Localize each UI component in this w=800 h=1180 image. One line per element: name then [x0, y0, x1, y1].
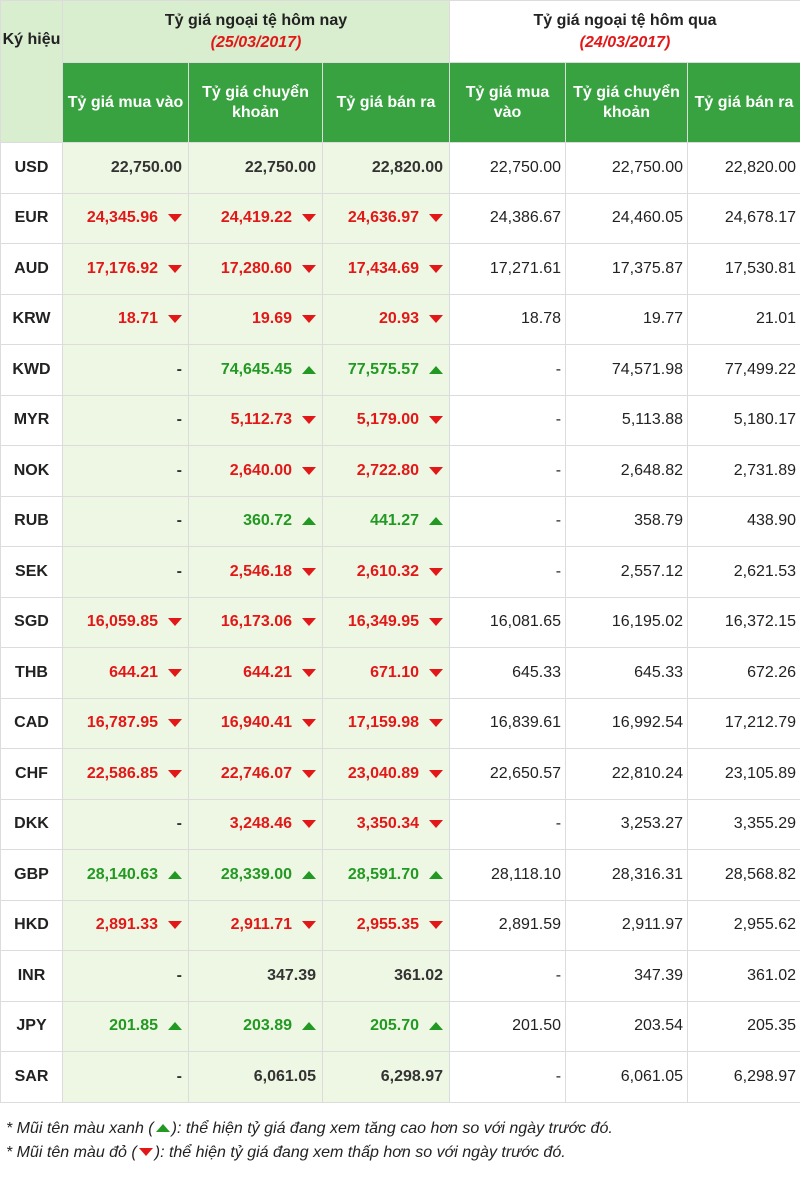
yesterday-sell-cell: 361.02	[688, 951, 800, 1002]
legend-notes	[0, 1103, 800, 1165]
currency-code: RUB	[1, 496, 63, 547]
yesterday-buy-cell: 201.50	[450, 1001, 566, 1052]
up-arrow-icon	[302, 517, 316, 525]
down-arrow-icon	[429, 719, 443, 727]
yesterday-sell-cell: 2,731.89	[688, 446, 800, 497]
up-arrow-icon	[429, 871, 443, 879]
today-sell-cell	[323, 799, 450, 850]
yesterday-transfer-cell: 3,253.27	[566, 799, 688, 850]
today-transfer-value: 17,280.60	[220, 259, 292, 277]
today-buy-value: -	[176, 1067, 182, 1085]
today-buy-value: 22,750.00	[110, 158, 182, 176]
up-arrow-icon	[302, 366, 316, 374]
legend-note-green	[6, 1117, 800, 1141]
today-transfer-cell	[189, 1052, 323, 1103]
today-sell-cell	[323, 951, 450, 1002]
today-sell-cell	[323, 900, 450, 951]
today-buy-cell	[63, 446, 189, 497]
yesterday-buy-cell: -	[450, 799, 566, 850]
up-arrow-icon	[429, 1022, 443, 1030]
yesterday-transfer-cell: 6,061.05	[566, 1052, 688, 1103]
down-arrow-icon	[429, 669, 443, 677]
yesterday-transfer-cell: 22,810.24	[566, 749, 688, 800]
today-buy-value: -	[176, 411, 182, 429]
today-buy-value: 201.85	[109, 1017, 158, 1035]
down-arrow-icon	[302, 315, 316, 323]
today-sell-cell	[323, 749, 450, 800]
table-row	[1, 1001, 800, 1052]
down-arrow-icon	[302, 921, 316, 929]
yesterday-transfer-cell: 28,316.31	[566, 850, 688, 901]
today-sell-cell	[323, 345, 450, 396]
yesterday-sell-cell: 2,955.62	[688, 900, 800, 951]
today-sell-cell	[323, 143, 450, 194]
down-arrow-icon	[139, 1148, 153, 1156]
legend-red-suffix: ): thể hiện tỷ giá đang xem thấp hơn so với ngày trước đó.	[154, 1143, 566, 1161]
today-transfer-cell	[189, 395, 323, 446]
today-buy-header: Tỷ giá mua vào	[63, 63, 189, 143]
yesterday-sell-cell: 438.90	[688, 496, 800, 547]
yesterday-buy-cell: -	[450, 395, 566, 446]
today-transfer-value: 22,750.00	[244, 158, 316, 176]
today-transfer-cell	[189, 294, 323, 345]
today-transfer-value: 22,746.07	[220, 764, 292, 782]
today-transfer-header: Tỷ giá chuyển khoản	[189, 63, 323, 143]
down-arrow-icon	[302, 820, 316, 828]
today-buy-cell	[63, 749, 189, 800]
today-buy-value: 24,345.96	[86, 209, 158, 227]
today-transfer-value: 74,645.45	[220, 360, 292, 378]
today-buy-cell	[63, 496, 189, 547]
down-arrow-icon	[302, 467, 316, 475]
today-sell-value: 16,349.95	[347, 613, 420, 631]
yesterday-transfer-cell: 2,557.12	[566, 547, 688, 598]
today-transfer-cell	[189, 143, 323, 194]
table-row	[1, 698, 800, 749]
today-sell-value: 2,610.32	[356, 562, 420, 580]
yesterday-transfer-cell: 24,460.05	[566, 193, 688, 244]
currency-code: GBP	[1, 850, 63, 901]
yesterday-transfer-cell: 19.77	[566, 294, 688, 345]
down-arrow-icon	[429, 921, 443, 929]
yesterday-transfer-cell: 16,195.02	[566, 597, 688, 648]
yesterday-sell-cell: 17,212.79	[688, 698, 800, 749]
down-arrow-icon	[168, 618, 182, 626]
today-transfer-cell	[189, 799, 323, 850]
table-row	[1, 648, 800, 699]
yesterday-transfer-cell: 347.39	[566, 951, 688, 1002]
table-row	[1, 799, 800, 850]
currency-code: CHF	[1, 749, 63, 800]
yesterday-sell-cell: 28,568.82	[688, 850, 800, 901]
yesterday-sell-cell: 2,621.53	[688, 547, 800, 598]
currency-code: SEK	[1, 547, 63, 598]
table-row	[1, 395, 800, 446]
down-arrow-icon	[429, 618, 443, 626]
down-arrow-icon	[302, 669, 316, 677]
yesterday-transfer-cell: 17,375.87	[566, 244, 688, 295]
today-sell-value: 361.02	[394, 966, 444, 984]
today-sell-cell	[323, 244, 450, 295]
yesterday-sell-cell: 5,180.17	[688, 395, 800, 446]
today-buy-value: 22,586.85	[86, 764, 158, 782]
today-sell-value: 671.10	[370, 663, 420, 681]
table-row	[1, 850, 800, 901]
yesterday-buy-cell: 22,750.00	[450, 143, 566, 194]
today-transfer-value: 16,173.06	[220, 613, 292, 631]
table-row	[1, 547, 800, 598]
today-sell-value: 2,955.35	[356, 916, 420, 934]
today-transfer-value: 203.89	[243, 1017, 292, 1035]
legend-green-suffix: ): thể hiện tỷ giá đang xem tăng cao hơn so với ngày trước đó.	[171, 1119, 613, 1137]
yesterday-buy-cell: -	[450, 1052, 566, 1103]
yesterday-transfer-cell: 358.79	[566, 496, 688, 547]
today-sell-value: 3,350.34	[356, 815, 420, 833]
today-sell-cell	[323, 193, 450, 244]
today-sell-value: 17,159.98	[347, 714, 420, 732]
currency-code: CAD	[1, 698, 63, 749]
yesterday-transfer-cell: 645.33	[566, 648, 688, 699]
table-row	[1, 244, 800, 295]
table-row	[1, 345, 800, 396]
down-arrow-icon	[429, 467, 443, 475]
today-transfer-cell	[189, 951, 323, 1002]
today-transfer-value: 16,940.41	[220, 714, 292, 732]
up-arrow-icon	[156, 1124, 170, 1132]
currency-code: NOK	[1, 446, 63, 497]
today-sell-cell	[323, 597, 450, 648]
up-arrow-icon	[302, 1022, 316, 1030]
today-buy-cell	[63, 799, 189, 850]
today-transfer-value: 28,339.00	[220, 865, 292, 883]
today-buy-value: -	[176, 360, 182, 378]
today-sell-header: Tỷ giá bán ra	[323, 63, 450, 143]
down-arrow-icon	[168, 770, 182, 778]
today-transfer-cell	[189, 244, 323, 295]
down-arrow-icon	[429, 416, 443, 424]
yesterday-sell-cell: 16,372.15	[688, 597, 800, 648]
today-transfer-value: 3,248.46	[229, 815, 292, 833]
today-date: (25/03/2017)	[210, 33, 302, 51]
yesterday-sell-cell: 6,298.97	[688, 1052, 800, 1103]
yesterday-buy-cell: 22,650.57	[450, 749, 566, 800]
today-buy-value: 17,176.92	[86, 259, 158, 277]
yesterday-buy-cell: 16,839.61	[450, 698, 566, 749]
yesterday-transfer-cell: 2,911.97	[566, 900, 688, 951]
today-transfer-value: 347.39	[267, 966, 316, 984]
today-sell-cell	[323, 1052, 450, 1103]
yesterday-sell-cell: 77,499.22	[688, 345, 800, 396]
today-buy-cell	[63, 294, 189, 345]
today-sell-value: 6,298.97	[380, 1067, 444, 1085]
today-transfer-cell	[189, 496, 323, 547]
yesterday-buy-cell: -	[450, 446, 566, 497]
legend-note-red	[6, 1141, 800, 1165]
currency-code: JPY	[1, 1001, 63, 1052]
yesterday-sell-cell: 23,105.89	[688, 749, 800, 800]
yesterday-sell-cell: 22,820.00	[688, 143, 800, 194]
down-arrow-icon	[168, 214, 182, 222]
down-arrow-icon	[168, 669, 182, 677]
today-transfer-cell	[189, 547, 323, 598]
today-transfer-cell	[189, 193, 323, 244]
today-sell-cell	[323, 547, 450, 598]
today-sell-value: 28,591.70	[347, 865, 420, 883]
today-buy-cell	[63, 193, 189, 244]
today-sell-cell	[323, 1001, 450, 1052]
yesterday-transfer-cell: 16,992.54	[566, 698, 688, 749]
table-row	[1, 1052, 800, 1103]
today-buy-value: -	[176, 512, 182, 530]
currency-code: EUR	[1, 193, 63, 244]
today-transfer-cell	[189, 698, 323, 749]
currency-code: SGD	[1, 597, 63, 648]
down-arrow-icon	[168, 265, 182, 273]
currency-code: MYR	[1, 395, 63, 446]
yesterday-buy-cell: 17,271.61	[450, 244, 566, 295]
currency-code: THB	[1, 648, 63, 699]
today-buy-cell	[63, 395, 189, 446]
today-transfer-value: 24,419.22	[220, 209, 292, 227]
today-buy-cell	[63, 1052, 189, 1103]
currency-code: USD	[1, 143, 63, 194]
today-sell-value: 2,722.80	[356, 461, 420, 479]
table-row	[1, 951, 800, 1002]
today-transfer-cell	[189, 597, 323, 648]
down-arrow-icon	[429, 214, 443, 222]
yesterday-title: Tỷ giá ngoại tệ hôm qua	[533, 11, 717, 29]
yesterday-transfer-cell: 5,113.88	[566, 395, 688, 446]
today-buy-cell	[63, 345, 189, 396]
table-row	[1, 193, 800, 244]
yesterday-transfer-cell: 2,648.82	[566, 446, 688, 497]
yesterday-sell-cell: 21.01	[688, 294, 800, 345]
legend-green-prefix: * Mũi tên màu xanh (	[6, 1119, 154, 1137]
today-transfer-value: 2,640.00	[229, 461, 292, 479]
table-row	[1, 900, 800, 951]
today-sell-cell	[323, 446, 450, 497]
down-arrow-icon	[302, 568, 316, 576]
yesterday-sell-header: Tỷ giá bán ra	[688, 63, 800, 143]
today-sell-value: 205.70	[370, 1017, 420, 1035]
up-arrow-icon	[168, 1022, 182, 1030]
table-row	[1, 143, 800, 194]
today-sell-value: 20.93	[378, 310, 420, 328]
today-buy-cell	[63, 698, 189, 749]
today-buy-cell	[63, 143, 189, 194]
today-buy-value: 2,891.33	[95, 916, 158, 934]
today-sell-value: 24,636.97	[347, 209, 420, 227]
yesterday-group-header	[450, 1, 800, 63]
currency-code: INR	[1, 951, 63, 1002]
yesterday-sell-cell: 24,678.17	[688, 193, 800, 244]
today-transfer-cell	[189, 345, 323, 396]
today-buy-cell	[63, 547, 189, 598]
down-arrow-icon	[429, 568, 443, 576]
today-buy-value: -	[176, 562, 182, 580]
today-buy-cell	[63, 597, 189, 648]
today-sell-cell	[323, 496, 450, 547]
today-sell-cell	[323, 294, 450, 345]
today-buy-value: -	[176, 815, 182, 833]
today-buy-value: 16,787.95	[86, 714, 158, 732]
yesterday-buy-cell: 18.78	[450, 294, 566, 345]
today-sell-value: 77,575.57	[347, 360, 420, 378]
yesterday-buy-cell: -	[450, 547, 566, 598]
up-arrow-icon	[429, 366, 443, 374]
currency-code: SAR	[1, 1052, 63, 1103]
yesterday-sell-cell: 205.35	[688, 1001, 800, 1052]
down-arrow-icon	[429, 315, 443, 323]
today-transfer-value: 5,112.73	[230, 411, 292, 429]
symbol-header: Ký hiệu	[1, 1, 63, 143]
today-transfer-cell	[189, 1001, 323, 1052]
today-transfer-value: 19.69	[251, 310, 292, 328]
today-transfer-cell	[189, 850, 323, 901]
down-arrow-icon	[429, 770, 443, 778]
currency-code: KWD	[1, 345, 63, 396]
today-transfer-value: 644.21	[243, 663, 292, 681]
today-buy-cell	[63, 244, 189, 295]
today-transfer-cell	[189, 648, 323, 699]
table-row	[1, 294, 800, 345]
today-sell-value: 22,820.00	[371, 158, 444, 176]
yesterday-buy-header: Tỷ giá mua vào	[450, 63, 566, 143]
yesterday-transfer-header: Tỷ giá chuyển khoản	[566, 63, 688, 143]
today-sell-cell	[323, 395, 450, 446]
yesterday-buy-cell: -	[450, 345, 566, 396]
down-arrow-icon	[168, 315, 182, 323]
yesterday-buy-cell: 24,386.67	[450, 193, 566, 244]
today-sell-value: 17,434.69	[347, 259, 420, 277]
down-arrow-icon	[302, 770, 316, 778]
rate-table-body	[1, 143, 800, 1103]
today-buy-cell	[63, 648, 189, 699]
currency-code: KRW	[1, 294, 63, 345]
up-arrow-icon	[429, 517, 443, 525]
yesterday-buy-cell: 645.33	[450, 648, 566, 699]
up-arrow-icon	[302, 871, 316, 879]
down-arrow-icon	[302, 618, 316, 626]
today-buy-cell	[63, 900, 189, 951]
today-buy-value: 18.71	[117, 310, 158, 328]
today-sell-value: 441.27	[370, 512, 420, 530]
today-buy-value: 28,140.63	[86, 865, 158, 883]
table-row	[1, 496, 800, 547]
today-buy-value: -	[176, 461, 182, 479]
today-sell-value: 23,040.89	[347, 764, 420, 782]
yesterday-transfer-cell: 74,571.98	[566, 345, 688, 396]
today-transfer-cell	[189, 749, 323, 800]
today-transfer-value: 2,911.71	[230, 916, 292, 934]
today-sell-cell	[323, 698, 450, 749]
yesterday-sell-cell: 17,530.81	[688, 244, 800, 295]
today-buy-value: 644.21	[109, 663, 158, 681]
yesterday-sell-cell: 3,355.29	[688, 799, 800, 850]
legend-red-prefix: * Mũi tên màu đỏ (	[6, 1143, 137, 1161]
currency-code: AUD	[1, 244, 63, 295]
today-group-header	[63, 1, 450, 63]
down-arrow-icon	[302, 214, 316, 222]
yesterday-buy-cell: 2,891.59	[450, 900, 566, 951]
table-row	[1, 597, 800, 648]
yesterday-buy-cell: 28,118.10	[450, 850, 566, 901]
yesterday-sell-cell: 672.26	[688, 648, 800, 699]
table-row	[1, 446, 800, 497]
currency-code: HKD	[1, 900, 63, 951]
today-buy-value: -	[176, 966, 182, 984]
today-title: Tỷ giá ngoại tệ hôm nay	[164, 11, 348, 29]
today-sell-cell	[323, 648, 450, 699]
yesterday-date: (24/03/2017)	[579, 33, 671, 51]
up-arrow-icon	[168, 871, 182, 879]
today-buy-cell	[63, 850, 189, 901]
down-arrow-icon	[429, 820, 443, 828]
yesterday-transfer-cell: 203.54	[566, 1001, 688, 1052]
yesterday-buy-cell: -	[450, 951, 566, 1002]
today-buy-cell	[63, 1001, 189, 1052]
today-sell-cell	[323, 850, 450, 901]
down-arrow-icon	[302, 719, 316, 727]
down-arrow-icon	[429, 265, 443, 273]
down-arrow-icon	[302, 416, 316, 424]
currency-code: DKK	[1, 799, 63, 850]
down-arrow-icon	[168, 719, 182, 727]
today-transfer-cell	[189, 446, 323, 497]
today-sell-value: 5,179.00	[356, 411, 420, 429]
yesterday-buy-cell: 16,081.65	[450, 597, 566, 648]
yesterday-transfer-cell: 22,750.00	[566, 143, 688, 194]
today-buy-cell	[63, 951, 189, 1002]
today-transfer-cell	[189, 900, 323, 951]
today-buy-value: 16,059.85	[86, 613, 158, 631]
today-transfer-value: 2,546.18	[229, 562, 292, 580]
today-transfer-value: 6,061.05	[253, 1067, 316, 1085]
today-transfer-value: 360.72	[243, 512, 292, 530]
yesterday-buy-cell: -	[450, 496, 566, 547]
table-row	[1, 749, 800, 800]
down-arrow-icon	[168, 921, 182, 929]
down-arrow-icon	[302, 265, 316, 273]
